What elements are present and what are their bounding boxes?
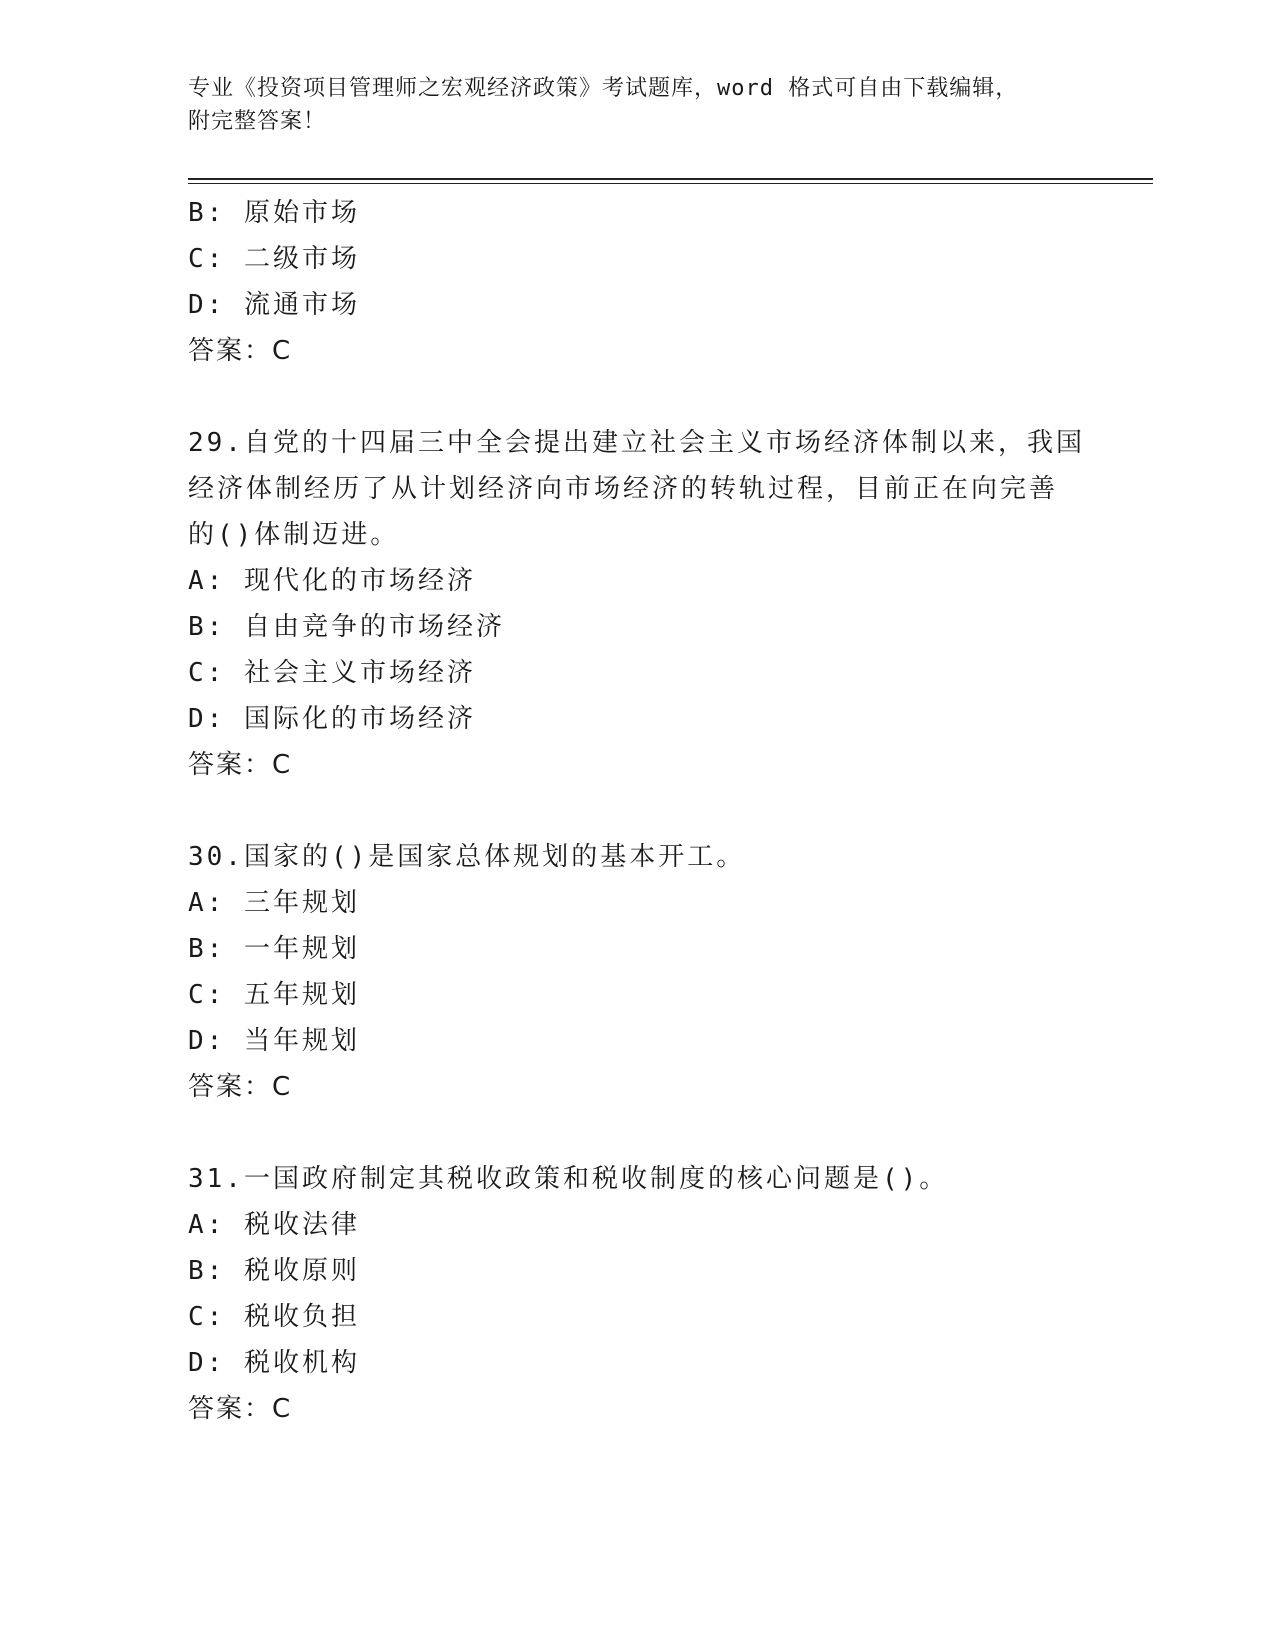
question-list xyxy=(188,190,1088,1432)
option-b: B: 自由竞争的市场经济 xyxy=(188,612,505,642)
option-b: B: 税收原则 xyxy=(188,1256,360,1286)
page-header xyxy=(188,72,1148,138)
option-a: A: 税收法律 xyxy=(188,1210,360,1240)
spacer xyxy=(188,374,1088,420)
question-28-continued xyxy=(188,190,1088,374)
answer-line: 答案：C xyxy=(188,1394,293,1424)
option-d: D: 当年规划 xyxy=(188,1026,360,1056)
question-text-line: 的()体制迈进。 xyxy=(188,520,400,550)
spacer xyxy=(188,788,1088,834)
question-29 xyxy=(188,420,1088,788)
question-text xyxy=(188,1156,1088,1202)
header-rule-bottom xyxy=(188,183,1153,184)
question-text-line: 29.自党的十四届三中全会提出建立社会主义市场经济体制以来，我国 xyxy=(188,428,1085,458)
question-text-line: 30.国家的()是国家总体规划的基本开工。 xyxy=(188,842,746,872)
question-30 xyxy=(188,834,1088,1110)
option-c: C: 税收负担 xyxy=(188,1302,360,1332)
option-a: A: 三年规划 xyxy=(188,888,360,918)
answer-line: 答案：C xyxy=(188,750,293,780)
option-d: D: 税收机构 xyxy=(188,1348,360,1378)
option-c: C: 二级市场 xyxy=(188,244,360,274)
option-c: C: 五年规划 xyxy=(188,980,360,1010)
answer-line: 答案：C xyxy=(188,336,293,366)
question-text xyxy=(188,834,1088,880)
option-d: D: 流通市场 xyxy=(188,290,360,320)
header-line-1: 专业《投资项目管理师之宏观经济政策》考试题库，word 格式可自由下载编辑， xyxy=(188,76,1019,101)
option-b: B: 原始市场 xyxy=(188,198,360,228)
question-text xyxy=(188,420,1088,558)
question-text-line: 31.一国政府制定其税收政策和税收制度的核心问题是()。 xyxy=(188,1164,949,1194)
header-line-2: 附完整答案！ xyxy=(188,109,327,134)
answer-line: 答案：C xyxy=(188,1072,293,1102)
question-31 xyxy=(188,1156,1088,1432)
option-d: D: 国际化的市场经济 xyxy=(188,704,476,734)
option-a: A: 现代化的市场经济 xyxy=(188,566,476,596)
question-text-line: 经济体制经历了从计划经济向市场经济的转轨过程，目前正在向完善 xyxy=(188,474,1059,504)
header-rule-top xyxy=(188,178,1153,180)
spacer xyxy=(188,1110,1088,1156)
option-c: C: 社会主义市场经济 xyxy=(188,658,476,688)
option-b: B: 一年规划 xyxy=(188,934,360,964)
